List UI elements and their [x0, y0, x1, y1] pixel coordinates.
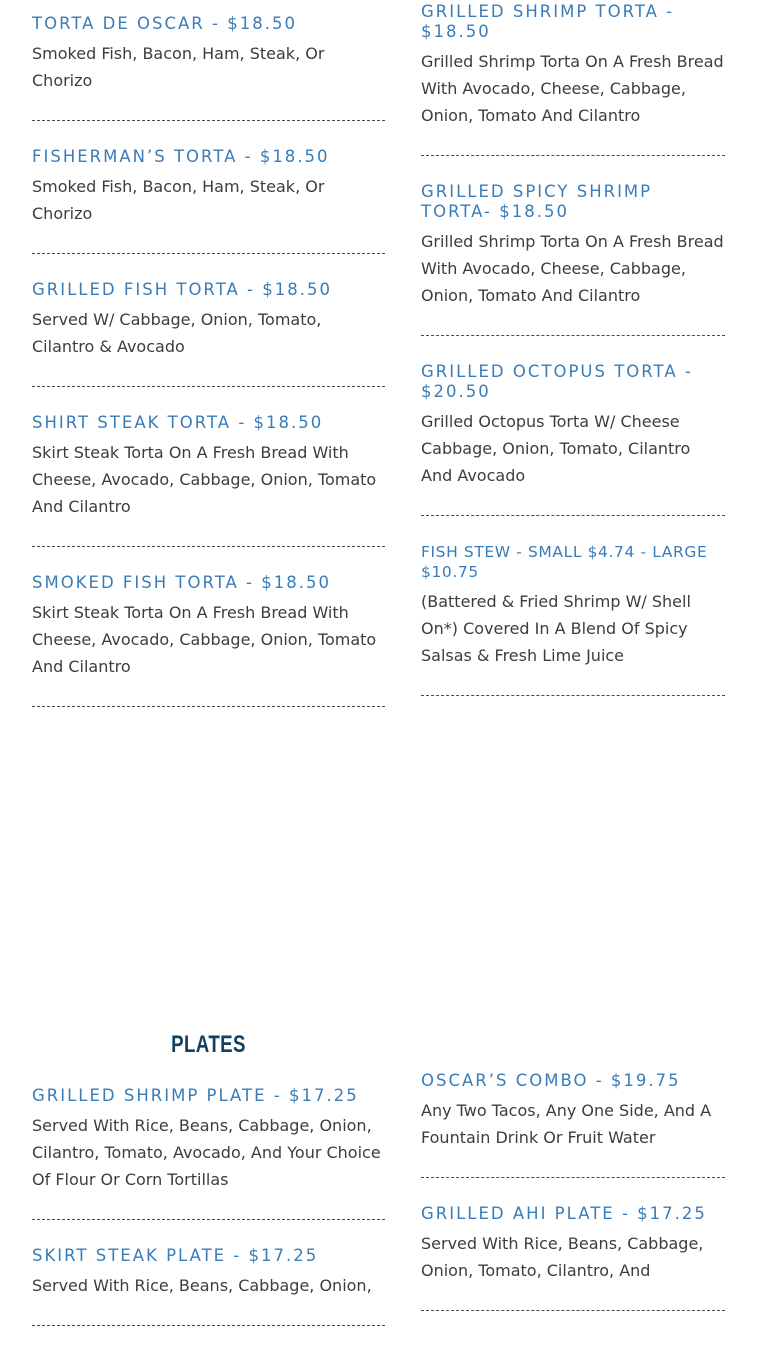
- menu-item-smoked-fish-torta: [32, 573, 385, 707]
- menu-item-torta-de-oscar: [32, 14, 385, 121]
- menu-item-title: GRILLED OCTOPUS TORTA - $20.50: [421, 362, 693, 401]
- menu-item-description: Skirt Steak Torta On A Fresh Bread With Cheese, Avocado, Cabbage, Onion, Tomato And Cilantro: [32, 603, 377, 676]
- plates-right-column: [421, 1071, 725, 1337]
- menu-item-title: OSCAR’S COMBO - $19.75: [421, 1071, 681, 1090]
- menu-item-title: FISHERMAN’S TORTA - $18.50: [32, 147, 330, 166]
- menu-item-description: Grilled Shrimp Torta On A Fresh Bread With Avocado, Cheese, Cabbage, Onion, Tomato And Cilantro: [421, 52, 724, 125]
- menu-item-description: Served With Rice, Beans, Cabbage, Onion, Tomato, Cilantro, And: [421, 1234, 704, 1280]
- menu-item-description: Grilled Octopus Torta W/ Cheese Cabbage, Onion, Tomato, Cilantro And Avocado: [421, 412, 691, 485]
- menu-item-description: Served W/ Cabbage, Onion, Tomato, Cilantro & Avocado: [32, 310, 322, 356]
- menu-item-description: Skirt Steak Torta On A Fresh Bread With Cheese, Avocado, Cabbage, Onion, Tomato And Cilantro: [32, 443, 377, 516]
- menu-item-title: FISH STEW - SMALL $4.74 - LARGE $10.75: [421, 543, 708, 581]
- menu-item-description: Served With Rice, Beans, Cabbage, Onion, Cilantro, Tomato, Avocado, And Your Choice Of Flour Or Corn Tortillas: [32, 1116, 381, 1189]
- menu-item-shirt-steak-torta: [32, 413, 385, 547]
- menu-item-description: Grilled Shrimp Torta On A Fresh Bread With Avocado, Cheese, Cabbage, Onion, Tomato And Cilantro: [421, 232, 724, 305]
- menu-item-title: SHIRT STEAK TORTA - $18.50: [32, 413, 324, 432]
- menu-item-description: Smoked Fish, Bacon, Ham, Steak, Or Chorizo: [32, 44, 325, 90]
- menu-item-oscars-combo: [421, 1071, 725, 1178]
- section-heading-plates: PLATES: [171, 1031, 246, 1058]
- menu-item-description: Smoked Fish, Bacon, Ham, Steak, Or Chorizo: [32, 177, 325, 223]
- menu-item-title: GRILLED SPICY SHRIMP TORTA- $18.50: [421, 182, 653, 221]
- menu-item-title: SKIRT STEAK PLATE - $17.25: [32, 1246, 319, 1265]
- plates-left-column: [32, 1030, 385, 1352]
- menu-item-grilled-shrimp-plate: [32, 1086, 385, 1220]
- menu-item-description: (Battered & Fried Shrimp W/ Shell On*) Covered In A Blend Of Spicy Salsas & Fresh Lime Juice: [421, 592, 691, 665]
- menu-item-grilled-ahi-plate: [421, 1204, 725, 1311]
- menu-item-skirt-steak-plate: [32, 1246, 385, 1326]
- menu-item-grilled-fish-torta: [32, 280, 385, 387]
- menu-item-description: Served With Rice, Beans, Cabbage, Onion,: [32, 1276, 372, 1295]
- menu-item-grilled-shrimp-torta: [421, 2, 725, 156]
- tortas-left-column: [32, 14, 385, 733]
- menu-item-title: GRILLED AHI PLATE - $17.25: [421, 1204, 707, 1223]
- menu-item-title: GRILLED SHRIMP TORTA - $18.50: [421, 2, 675, 41]
- tortas-right-column: [421, 2, 725, 722]
- menu-item-description: Any Two Tacos, Any One Side, And A Fountain Drink Or Fruit Water: [421, 1101, 712, 1147]
- menu-item-fishermans-torta: [32, 147, 385, 254]
- menu-item-title: GRILLED FISH TORTA - $18.50: [32, 280, 332, 299]
- menu-item-title: SMOKED FISH TORTA - $18.50: [32, 573, 331, 592]
- menu-item-title: GRILLED SHRIMP PLATE - $17.25: [32, 1086, 359, 1105]
- menu-item-grilled-spicy-shrimp-torta: [421, 182, 725, 336]
- menu-item-fish-stew: [421, 542, 725, 696]
- menu-item-title: TORTA DE OSCAR - $18.50: [32, 14, 297, 33]
- menu-item-grilled-octopus-torta: [421, 362, 725, 516]
